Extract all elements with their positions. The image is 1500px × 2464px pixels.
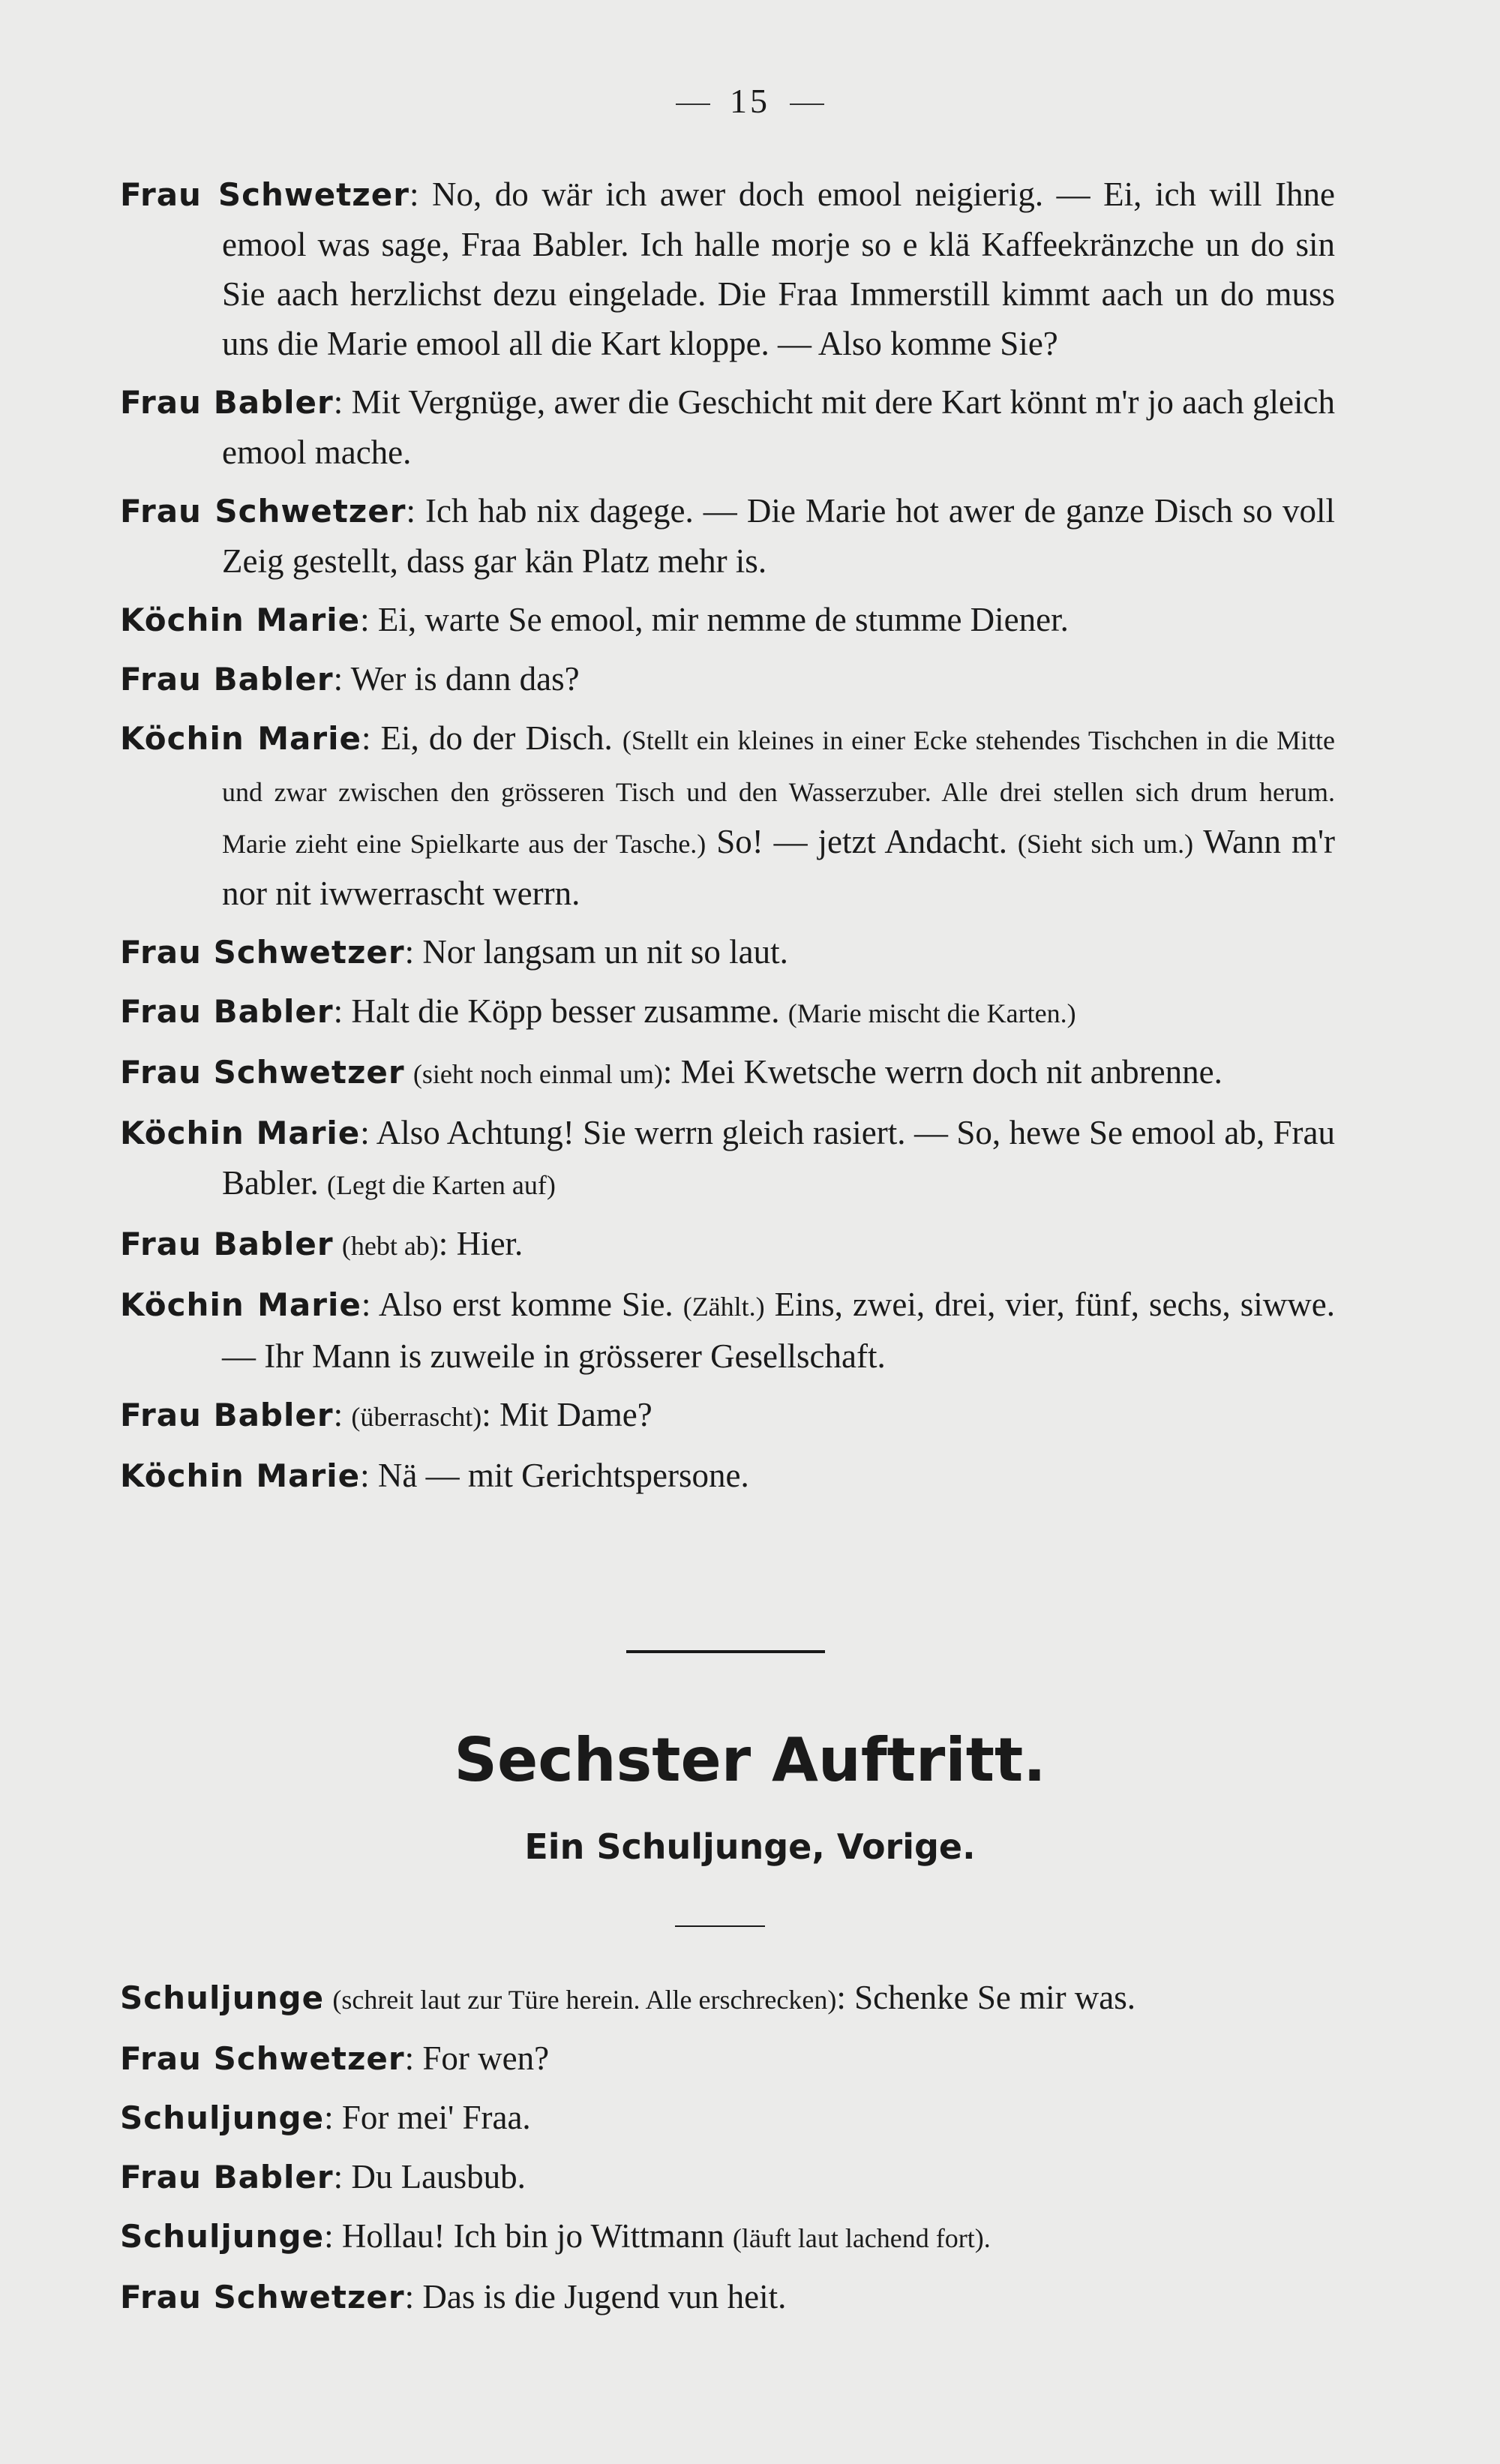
stage-direction: (schreit laut zur Türe herein. Alle erschrecken) — [332, 1985, 837, 2015]
stage-direction: (Zählt.) — [682, 1292, 765, 1322]
line-15: Schuljunge (schreit laut zur Türe herein. Alle erschrecken): Schenke Se mir was. — [120, 1979, 1136, 2016]
stage-direction: (hebt ab) — [341, 1231, 439, 1261]
speaker: Schuljunge — [120, 1979, 325, 2016]
dash-left — [676, 104, 710, 105]
speaker: Frau Babler — [120, 1397, 334, 1433]
speaker: Köchin Marie — [120, 720, 362, 757]
stage-direction: (läuft laut lachend fort). — [732, 2223, 991, 2253]
stage-direction: (überrascht) — [351, 1402, 482, 1432]
speaker: Frau Babler — [120, 661, 334, 698]
speech: Du Lausbub. — [351, 2158, 526, 2195]
speech: Hollau! Ich bin jo Wittmann — [341, 2217, 724, 2255]
line-9: Frau Schwetzer (sieht noch einmal um): Mei Kwetsche werrn doch nit anbrenne. — [120, 1053, 1222, 1091]
line-1: Frau Schwetzer: No, do wär ich awer doch emool neigierig. — Ei, ich will Ihne emool was sage, Fraa Babler. Ich halle morje so e klä Kaffeekränzche un do sin Sie aach herzlichst dezu eingelade. Die Fraa Immerstill kimmt aach un do muss uns die Marie emool all die Kart kloppe. — Also komme Sie? — [120, 176, 1335, 362]
speaker: Frau Babler — [120, 1226, 334, 1262]
speaker: Schuljunge — [120, 2218, 325, 2255]
speaker: Köchin Marie — [120, 1457, 361, 1494]
speech: Ei, warte Se emool, mir nemme de stumme Diener. — [377, 601, 1069, 638]
stage-direction: (Sieht sich um.) — [1017, 829, 1194, 859]
line-6: Köchin Marie: Ei, do der Disch. (Stellt ein kleines in einer Ecke stehendes Tischchen in die Mitte und zwar zwischen den grösseren Tisch und den Wasserzuber. Alle drei stellen sich drum herum. Marie zieht eine Spielkarte aus der Tasche.) So! — jetzt Andacht. (Sieht sich um.) Wann m'r nor nit iwwerrascht werrn. — [120, 719, 1336, 912]
speech: Hier. — [456, 1225, 524, 1262]
line-17: Schuljunge: For mei' Fraa. — [120, 2099, 531, 2136]
speech: Mei Kwetsche werrn doch nit anbrenne. — [680, 1053, 1222, 1091]
speech: Das is die Jugend vun heit. — [422, 2278, 787, 2315]
speaker: Frau Babler — [120, 993, 334, 1030]
line-16: Frau Schwetzer: For wen? — [120, 2039, 550, 2077]
stage-direction: (Legt die Karten auf) — [326, 1170, 556, 1200]
dash-right — [790, 104, 824, 105]
speaker: Schuljunge — [120, 2099, 325, 2136]
speaker: Köchin Marie — [120, 602, 361, 638]
line-3: Frau Schwetzer: Ich hab nix dagege. — Die Marie hot awer de ganze Disch so voll Zeig gestellt, dass gar kän Platz mehr is. — [120, 492, 1335, 580]
line-20: Frau Schwetzer: Das is die Jugend vun heit. — [120, 2278, 787, 2315]
speech: Halt die Köpp besser zusamme. — [351, 992, 780, 1030]
line-13: Frau Babler: (überrascht): Mit Dame? — [120, 1396, 652, 1433]
speaker: Frau Schwetzer — [120, 2040, 405, 2077]
speech: Nä — mit Gerichtspersone. — [377, 1457, 749, 1494]
line-2: Frau Babler: Mit Vergnüge, awer die Geschicht mit dere Kart könnt m'r jo aach gleich emool mache. — [120, 383, 1335, 471]
dialogue-part-1 — [120, 170, 1335, 1510]
line-11: Frau Babler (hebt ab): Hier. — [120, 1225, 524, 1262]
speech: Also Achtung! Sie werrn gleich rasiert. — So, hewe Se emool ab, Frau Babler. — [222, 1114, 1335, 1202]
speech: Mit Dame? — [500, 1396, 652, 1433]
dialogue-part-2 — [120, 1973, 1335, 2331]
speaker: Frau Schwetzer — [120, 2279, 405, 2315]
line-14: Köchin Marie: Nä — mit Gerichtspersone. — [120, 1457, 749, 1494]
subtitle-divider — [675, 1925, 765, 1927]
line-7: Frau Schwetzer: Nor langsam un nit so laut. — [120, 933, 788, 971]
speaker: Frau Schwetzer — [120, 934, 405, 971]
scene-title: Sechster Auftritt. — [454, 1725, 1046, 1795]
stage-direction: (Stellt ein kleines in einer Ecke stehendes Tischchen in die Mitte und zwar zwischen den grösseren Tisch und den Wasserzuber. Alle drei stellen sich drum herum. Marie zieht eine Spielkarte aus der Tasche.) — [222, 725, 1336, 859]
line-19: Schuljunge: Hollau! Ich bin jo Wittmann (läuft laut lachend fort). — [120, 2217, 991, 2255]
stage-direction: (sieht noch einmal um) — [412, 1059, 663, 1089]
speech: Schenke Se mir was. — [854, 1979, 1136, 2016]
section-divider — [626, 1650, 825, 1653]
line-5: Frau Babler: Wer is dann das? — [120, 660, 580, 698]
line-4: Köchin Marie: Ei, warte Se emool, mir nemme de stumme Diener. — [120, 601, 1069, 638]
speech: Also erst komme Sie. — [378, 1286, 674, 1323]
speaker: Köchin Marie — [120, 1286, 362, 1323]
line-18: Frau Babler: Du Lausbub. — [120, 2158, 526, 2195]
speaker: Frau Schwetzer — [120, 176, 410, 213]
line-8: Frau Babler: Halt die Köpp besser zusamme. (Marie mischt die Karten.) — [120, 992, 1076, 1030]
speaker: Frau Schwetzer — [120, 1054, 405, 1091]
speaker: Frau Babler — [120, 384, 334, 421]
speaker: Frau Babler — [120, 2159, 334, 2195]
speech: Nor langsam un nit so laut. — [422, 933, 788, 971]
speech: No, do wär ich awer doch emool neigierig. — Ei, ich will Ihne emool was sage, Fraa Babler. Ich halle morje so e klä Kaffeekränzche un do sin Sie aach herzlichst dezu eingelade. Die Fraa Immerstill kimmt aach un do muss uns die Marie emool all die Kart kloppe. — Also komme Sie? — [222, 176, 1335, 362]
page-number: 15 — [0, 81, 1500, 121]
speech: For wen? — [422, 2039, 550, 2077]
speech: Wann m'r nor nit iwwerrascht werrn. — [222, 823, 1336, 912]
scene-subtitle: Ein Schuljunge, Vorige. — [524, 1826, 976, 1867]
speech: Eins, zwei, drei, vier, fünf, sechs, siwwe. — Ihr Mann is zuweile in grösserer Gesellschaft. — [222, 1286, 1336, 1375]
speech: Mit Vergnüge, awer die Geschicht mit dere Kart könnt m'r jo aach gleich emool mache. — [222, 383, 1335, 471]
line-10: Köchin Marie: Also Achtung! Sie werrn gleich rasiert. — So, hewe Se emool ab, Frau Babler. (Legt die Karten auf) — [120, 1114, 1335, 1202]
speech: Ei, do der Disch. — [380, 719, 613, 757]
speaker: Frau Schwetzer — [120, 493, 406, 530]
stage-direction: (Marie mischt die Karten.) — [788, 998, 1076, 1028]
speech: Ich hab nix dagege. — Die Marie hot awer de ganze Disch so voll Zeig gestellt, dass gar kän Platz mehr is. — [222, 492, 1335, 580]
speech: For mei' Fraa. — [341, 2099, 531, 2136]
speaker: Köchin Marie — [120, 1115, 361, 1151]
speech: So! — jetzt Andacht. — [716, 823, 1008, 860]
speech: Wer is dann das? — [350, 660, 580, 698]
line-12: Köchin Marie: Also erst komme Sie. (Zählt.) Eins, zwei, drei, vier, fünf, sechs, siwwe. — Ihr Mann is zuweile in grösserer Gesellschaft. — [120, 1286, 1336, 1375]
